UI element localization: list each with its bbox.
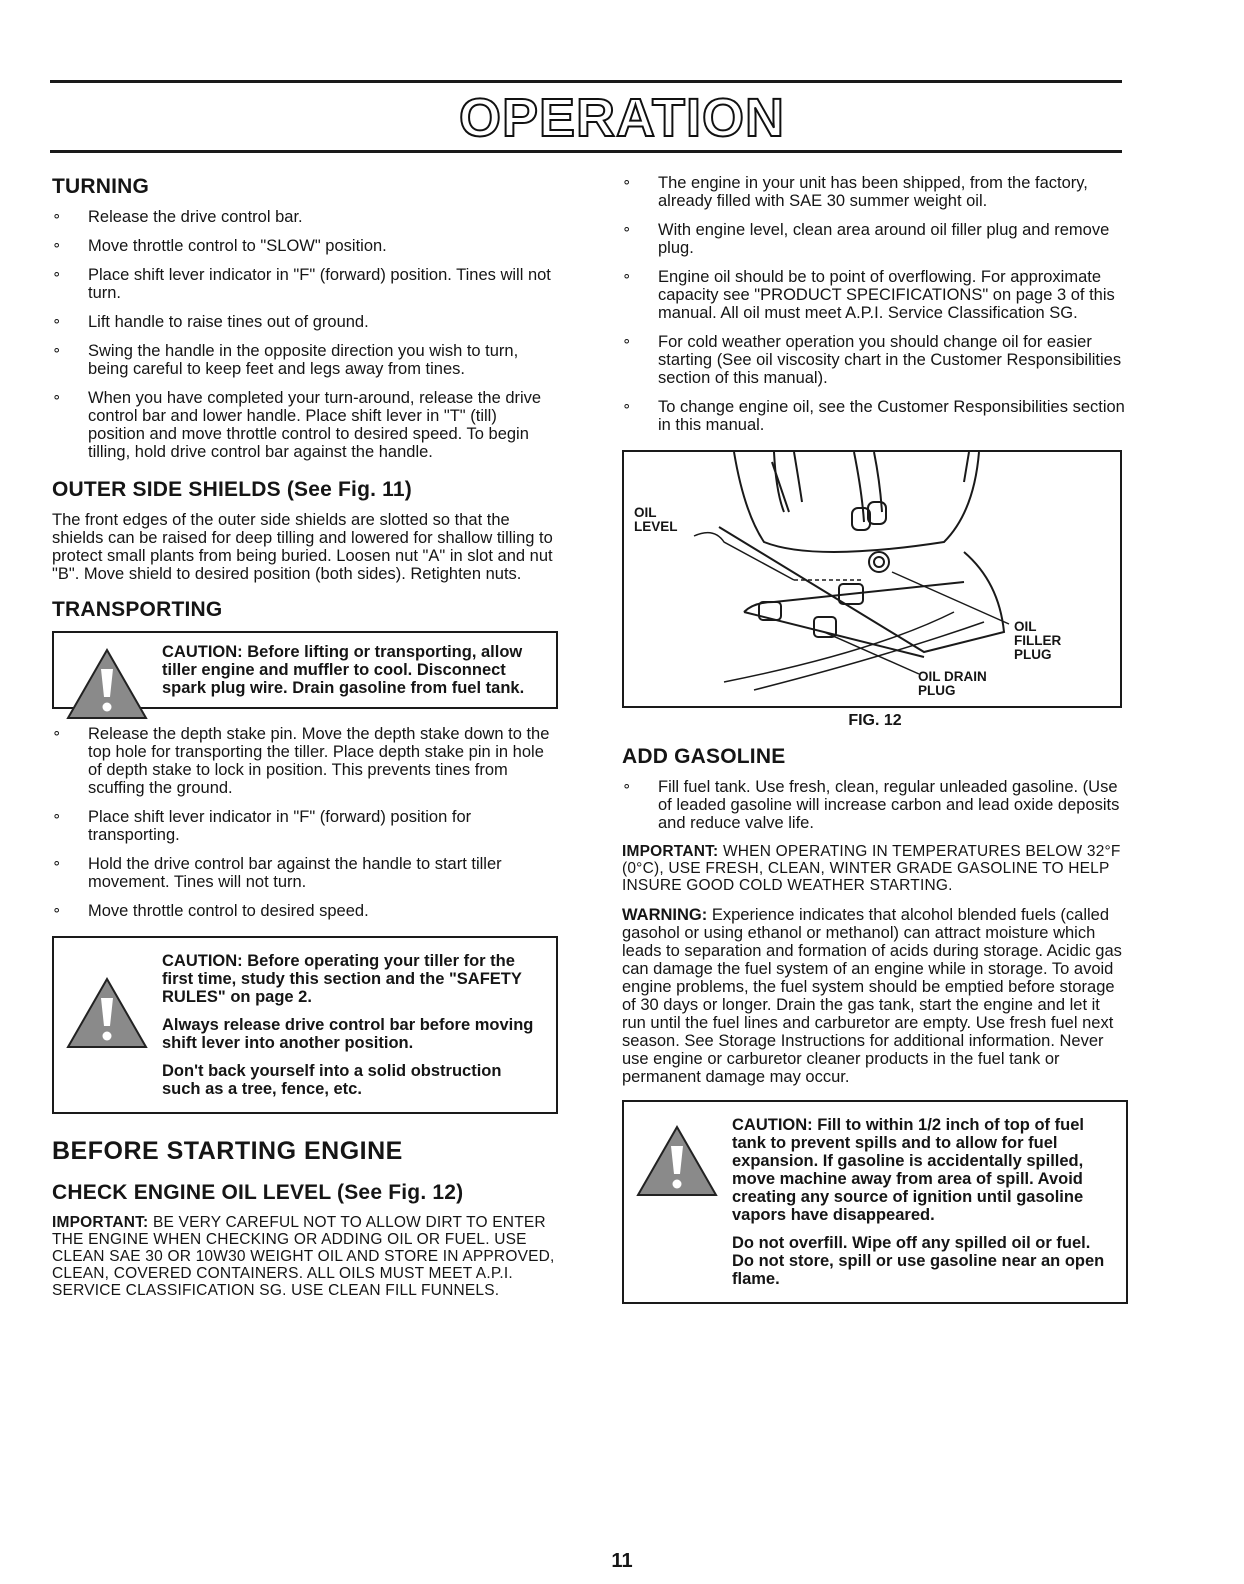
warning-label: WARNING: xyxy=(622,906,708,924)
warning-triangle-icon xyxy=(66,647,148,721)
list-item: ∘ When you have completed your turn-around, release the drive control bar and lower handle. Place shift lever in "T" (till) position and move throttle control to desired speed. To begin tilling, hold drive control bar against the handle. xyxy=(52,389,558,461)
page-number: 11 xyxy=(611,1550,633,1572)
list-item: ∘ Engine oil should be to point of overflowing. For approximate capacity see "PRODUCT SPECIFICATIONS" on page 3 of this manual. All oil must meet A.P.I. Service Classification SG. xyxy=(622,268,1128,322)
operating-caution-box xyxy=(52,936,558,1114)
oil-filler-plug-label: OIL FILLER PLUG xyxy=(1014,619,1062,662)
important-oil-text xyxy=(52,1214,558,1299)
warning-triangle-icon xyxy=(66,976,148,1050)
warning-text xyxy=(622,906,1128,1086)
outer-shields-heading: OUTER SIDE SHIELDS (See Fig. 11) xyxy=(52,478,412,501)
important-body: WHEN OPERATING IN TEMPERATURES BELOW 32°F (0°C), USE FRESH, CLEAN, WINTER GRADE GASOLINE TO HELP INSURE GOOD COLD WEATHER STARTING. xyxy=(622,843,1121,894)
list-item: ∘ Release the depth stake pin. Move the depth stake down to the top hole for transporting the tiller. Place depth stake pin in hole of depth stake to lock in position. This prevents tines from scuffing the ground. xyxy=(52,725,558,797)
add-gasoline-heading: ADD GASOLINE xyxy=(622,745,786,768)
important-body: BE VERY CAREFUL NOT TO ALLOW DIRT TO ENTER THE ENGINE WHEN CHECKING OR ADDING OIL OR FUEL. USE CLEAN SAE 30 OR 10W30 WEIGHT OIL AND STORE IN APPROVED, CLEAN, COVERED CONTAINERS. ALL OILS MUST MEET A.P.I. SERVICE CLASSIFICATION SG. USE CLEAN FILL FUNNELS. xyxy=(52,1214,555,1299)
fig12-caption: FIG. 12 xyxy=(848,712,902,729)
check-oil-heading: CHECK ENGINE OIL LEVEL (See Fig. 12) xyxy=(52,1181,464,1204)
top-rule xyxy=(50,80,1122,83)
transport-caution-box xyxy=(52,631,558,709)
list-item: ∘ Place shift lever indicator in "F" (forward) position. Tines will not turn. xyxy=(52,266,558,302)
list-item: ∘ Lift handle to raise tines out of ground. xyxy=(52,313,558,331)
fig12-illustration xyxy=(622,450,1122,708)
oil-level-label: OIL LEVEL xyxy=(634,505,678,534)
caution-text: Do not overfill. Wipe off any spilled oil or fuel. Do not store, spill or use gasoline near an open flame. xyxy=(732,1234,1105,1288)
turning-list xyxy=(52,208,558,461)
caution-text: Always release drive control bar before moving shift lever into another position. xyxy=(162,1016,534,1052)
gasoline-list xyxy=(622,778,1128,832)
important-gasoline-text xyxy=(622,843,1128,894)
list-item: ∘ The engine in your unit has been shipped, from the factory, already filled with SAE 30 summer weight oil. xyxy=(622,174,1128,210)
list-item: ∘ Fill fuel tank. Use fresh, clean, regular unleaded gasoline. (Use of leaded gasoline will increase carbon and lead oxide deposits and reduce valve life. xyxy=(622,778,1128,832)
caution-text: CAUTION: Fill to within 1/2 inch of top of fuel tank to prevent spills and to allow for fuel expansion. If gasoline is accidentally spilled, move machine away from area of spill. Avoid creating any source of ignition until gasoline vapors have disappeared. xyxy=(732,1116,1084,1224)
right-column xyxy=(622,174,1128,1320)
page-title: OPERATION xyxy=(458,88,785,148)
list-item: ∘ Move throttle control to desired speed. xyxy=(52,902,558,920)
transporting-heading: TRANSPORTING xyxy=(52,598,223,621)
list-item: ∘ Move throttle control to "SLOW" position. xyxy=(52,237,558,255)
list-item: ∘ Hold the drive control bar against the handle to start tiller movement. Tines will not turn. xyxy=(52,855,558,891)
list-item: ∘ Release the drive control bar. xyxy=(52,208,558,226)
before-starting-heading: BEFORE STARTING ENGINE xyxy=(52,1137,403,1165)
warning-triangle-icon xyxy=(636,1124,718,1198)
warning-body: Experience indicates that alcohol blended fuels (called gasohol or using ethanol or methanol) can attract moisture which leads to separation and formation of acids during storage. Acidic gas can damage the fuel system of an engine while in storage. To avoid engine problems, the fuel system should be emptied before storage of 30 days or longer. Drain the gas tank, start the engine and let it run until the fuel lines and carburetor are empty. Use fresh fuel next season. See Storage Instructions for additional information. Never use engine or carburetor cleaner products in the fuel tank or permanent damage may occur. xyxy=(622,906,1122,1086)
important-label: IMPORTANT: xyxy=(622,843,719,860)
caution-text: CAUTION: Before lifting or transporting, allow tiller engine and muffler to cool. Disconnect spark plug wire. Drain gasoline from fuel tank. xyxy=(162,643,525,697)
caution-text: Don't back yourself into a solid obstruction such as a tree, fence, etc. xyxy=(162,1062,502,1098)
list-item: ∘ Swing the handle in the opposite direction you wish to turn, being careful to keep feet and legs away from tines. xyxy=(52,342,558,378)
important-label: IMPORTANT: xyxy=(52,1214,149,1231)
list-item: ∘ For cold weather operation you should change oil for easier starting (See oil viscosity chart in the Customer Responsibilities section of this manual). xyxy=(622,333,1128,387)
engine-oil-drawing xyxy=(624,452,1120,706)
outer-shields-text: The front edges of the outer side shields are slotted so that the shields can be raised for deep tilling and lowered for shallow tilling to protect small plants from being buried. Loosen nut "A" in slot and nut "B". Move shield to desired position (both sides). Retighten nuts. xyxy=(52,511,553,583)
title-rule xyxy=(50,150,1122,153)
transporting-list xyxy=(52,725,558,920)
oil-drain-plug-label: OIL DRAIN PLUG xyxy=(918,669,987,698)
turning-heading: TURNING xyxy=(52,175,150,198)
fuel-caution-box xyxy=(622,1100,1128,1304)
list-item: ∘ Place shift lever indicator in "F" (forward) position for transporting. xyxy=(52,808,558,844)
list-item: ∘ With engine level, clean area around oil filler plug and remove plug. xyxy=(622,221,1128,257)
caution-text: CAUTION: Before operating your tiller for the first time, study this section and the "SAFETY RULES" on page 2. xyxy=(162,952,522,1006)
oil-list xyxy=(622,174,1128,434)
left-column xyxy=(52,174,558,1311)
list-item: ∘ To change engine oil, see the Customer Responsibilities section in this manual. xyxy=(622,398,1128,434)
